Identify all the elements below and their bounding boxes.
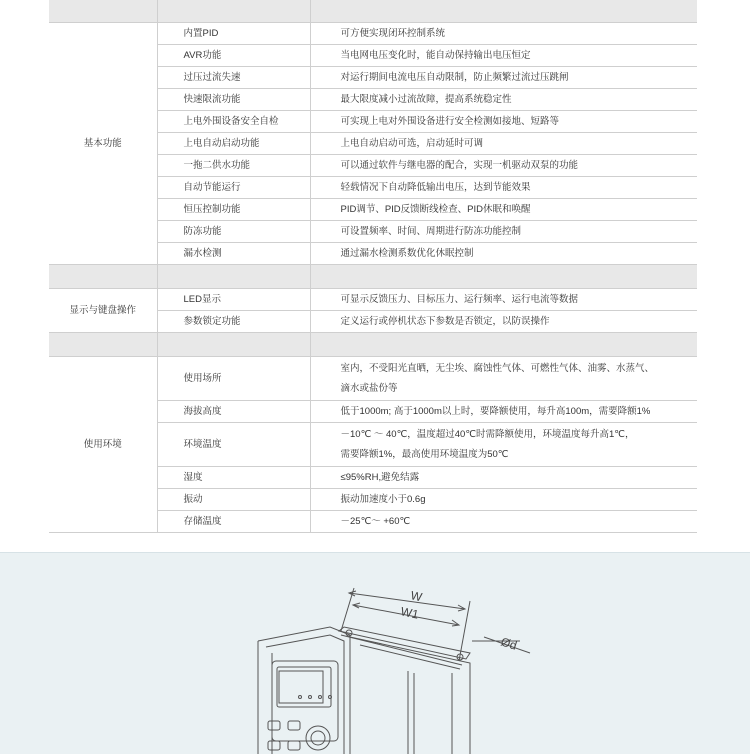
- feature-desc-cell: [310, 467, 697, 489]
- feature-desc-line: 振动加速度小于0.6g: [340, 493, 426, 505]
- section-gap-row: [49, 333, 697, 357]
- feature-desc-line: ≤95%RH,避免结露: [340, 471, 420, 483]
- feature-desc-cell: [310, 243, 697, 265]
- feature-desc-line: 室内，不受阳光直晒，无尘埃、腐蚀性气体、可燃性气体、油雾、水蒸气、: [340, 362, 655, 374]
- feature-name-cell: 环境温度: [157, 423, 310, 467]
- feature-desc-line: 最大限度减小过流故障，提高系统稳定性: [340, 93, 512, 105]
- spec-table: [49, 0, 697, 533]
- spec-table-body: [49, 0, 697, 533]
- feature-name-cell: AVR功能: [157, 45, 310, 67]
- feature-desc-line: 可以通过软件与继电器的配合，实现一机驱动双泵的功能: [340, 159, 579, 171]
- feature-desc-cell: [310, 489, 697, 511]
- table-row: [49, 357, 697, 401]
- feature-desc-line: －10℃ ～ 40℃，温度超过40℃时需降额使用，环境温度每升高1℃，: [340, 428, 635, 440]
- feature-name-cell: 上电自动启动功能: [157, 133, 310, 155]
- feature-name-cell: 一拖二供水功能: [157, 155, 310, 177]
- feature-desc-line: PID调节、PID反馈断线检查、PID休眠和唤醒: [340, 203, 531, 215]
- feature-name-cell: 过压过流失速: [157, 67, 310, 89]
- feature-desc-cell: [310, 111, 697, 133]
- feature-desc-line: －25℃～ +60℃: [340, 515, 411, 527]
- inverter-dimension-drawing: [0, 553, 750, 754]
- feature-desc-cell: [310, 67, 697, 89]
- feature-desc-line: 可方便实现闭环控制系统: [340, 27, 446, 39]
- feature-desc-cell: [310, 511, 697, 533]
- dimension-label-w1: W1: [399, 604, 420, 622]
- feature-desc-line: 低于1000m; 高于1000m以上时，要降额使用，每升高100m，需要降额1%: [340, 405, 651, 417]
- table-header-gap: [49, 0, 697, 23]
- feature-desc-cell: [310, 221, 697, 243]
- feature-desc-line: 可显示反馈压力、目标压力、运行频率、运行电流等数据: [340, 293, 579, 305]
- feature-desc-line: 通过漏水检测系数优化休眠控制: [340, 247, 474, 259]
- feature-desc-cell: [310, 401, 697, 423]
- feature-desc-cell: [310, 23, 697, 45]
- feature-desc-line: 定义运行或停机状态下参数是否锁定，以防误操作: [340, 315, 550, 327]
- section-gap-row: [49, 265, 697, 289]
- feature-desc-line: 可实现上电对外围设备进行安全检测如接地、短路等: [340, 115, 560, 127]
- feature-desc-line: 轻载情况下自动降低输出电压，达到节能效果: [340, 181, 531, 193]
- feature-desc-line: 当电网电压变化时，能自动保持输出电压恒定: [340, 49, 531, 61]
- feature-name-cell: 快速限流功能: [157, 89, 310, 111]
- dimension-label-w: W: [409, 588, 424, 605]
- category-cell: 基本功能: [49, 23, 157, 265]
- feature-desc-cell: [310, 311, 697, 333]
- feature-desc-line: 对运行期间电流电压自动限制，防止频繁过流过压跳闸: [340, 71, 569, 83]
- feature-name-cell: 防冻功能: [157, 221, 310, 243]
- feature-name-cell: 漏水检测: [157, 243, 310, 265]
- feature-name-cell: 上电外围设备安全自检: [157, 111, 310, 133]
- feature-name-cell: LED显示: [157, 289, 310, 311]
- feature-name-cell: 恒压控制功能: [157, 199, 310, 221]
- feature-name-cell: 海拔高度: [157, 401, 310, 423]
- feature-desc-cell: [310, 289, 697, 311]
- feature-desc-cell: [310, 133, 697, 155]
- feature-desc-cell: [310, 423, 697, 467]
- feature-desc-cell: [310, 89, 697, 111]
- feature-name-cell: 自动节能运行: [157, 177, 310, 199]
- category-cell: 显示与键盘操作: [49, 289, 157, 333]
- dimension-label-d: Ød: [499, 634, 519, 653]
- feature-desc-cell: [310, 177, 697, 199]
- feature-desc-line-2: 滴水或盐份等: [340, 382, 398, 394]
- feature-desc-line-2: 需要降额1%，最高使用环境温度为50℃: [340, 448, 509, 460]
- feature-desc-line: 上电自动启动可选，启动延时可调: [340, 137, 484, 149]
- feature-name-cell: 参数锁定功能: [157, 311, 310, 333]
- feature-desc-cell: [310, 199, 697, 221]
- feature-desc-cell: [310, 155, 697, 177]
- dimension-diagram-panel: [0, 552, 750, 754]
- feature-name-cell: 内置PID: [157, 23, 310, 45]
- feature-name-cell: 湿度: [157, 467, 310, 489]
- feature-name-cell: 使用场所: [157, 357, 310, 401]
- table-row: [49, 289, 697, 311]
- feature-name-cell: 振动: [157, 489, 310, 511]
- feature-desc-cell: [310, 357, 697, 401]
- feature-desc-line: 可设置频率、时间、周期进行防冻功能控制: [340, 225, 522, 237]
- category-cell: 使用环境: [49, 357, 157, 533]
- feature-desc-cell: [310, 45, 697, 67]
- table-row: [49, 23, 697, 45]
- feature-name-cell: 存储温度: [157, 511, 310, 533]
